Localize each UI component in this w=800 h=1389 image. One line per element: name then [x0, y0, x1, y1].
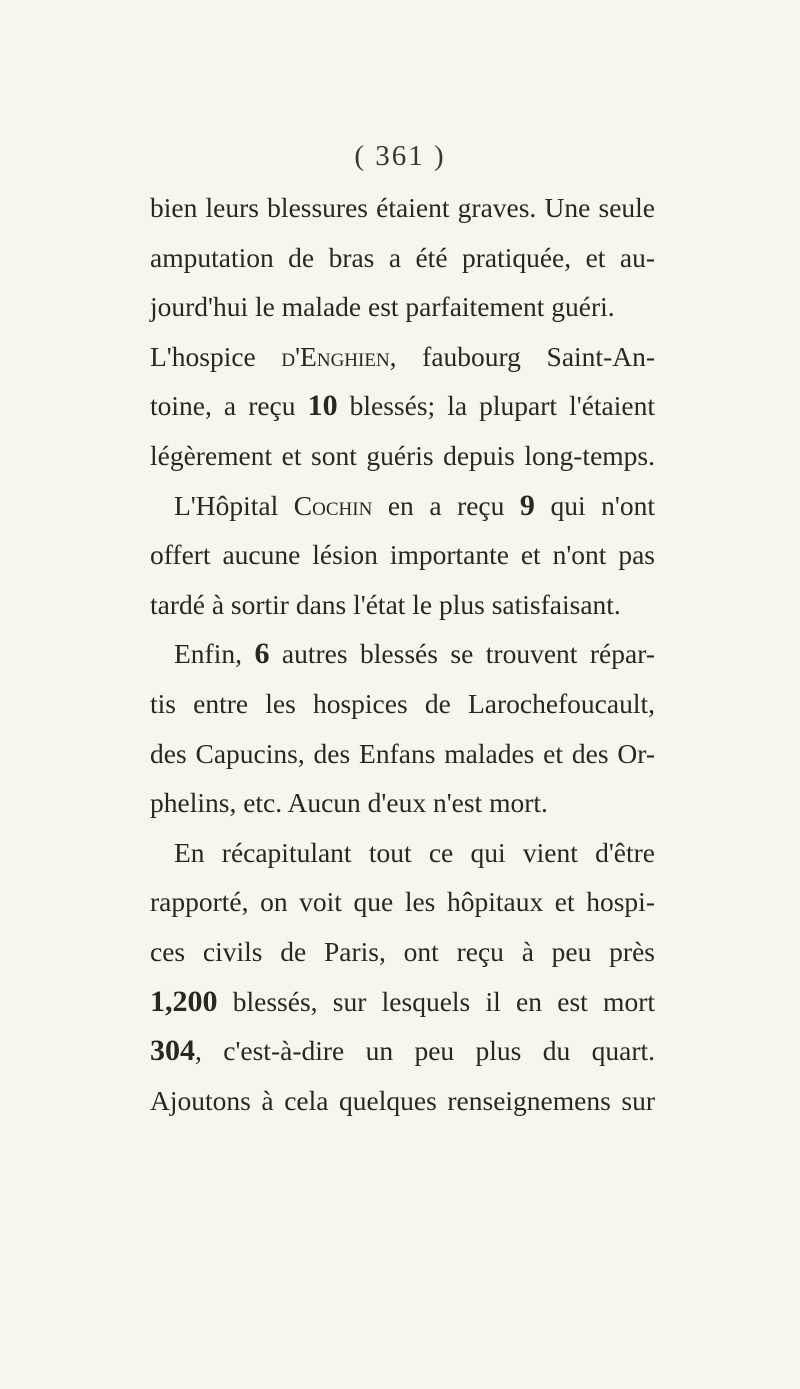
text-line-3 [150, 282, 655, 332]
text-line-19 [150, 1076, 655, 1126]
text-segment: Enfin, [174, 638, 255, 670]
text-segment: L'hospice [150, 340, 282, 372]
text-line-10 [150, 629, 655, 679]
count-number: 1,200 [150, 984, 218, 1018]
text-segment: autres blessés se trouvent répar- [269, 638, 655, 670]
text-segment: qui n'ont [534, 489, 655, 521]
text-segment: ces civils de Paris, ont reçu à peu près [150, 935, 655, 967]
text-segment: blessés; la plupart l'étaient [337, 390, 655, 422]
text-line-9 [150, 580, 655, 630]
text-line-13 [150, 778, 655, 828]
text-line-6 [150, 431, 655, 481]
text-segment: rapporté, on voit que les hôpitaux et hospi- [150, 886, 655, 918]
place-name-cochin: Cochin [293, 489, 373, 521]
text-line-18 [150, 1026, 655, 1076]
text-line-17 [150, 977, 655, 1027]
body-text [150, 183, 655, 1125]
count-number: 10 [307, 389, 338, 423]
text-segment: En récapitulant tout ce qui vient d'être [174, 836, 655, 868]
text-line-14 [150, 828, 655, 878]
text-line-11 [150, 679, 655, 729]
page-number: ( 361 ) [354, 140, 446, 172]
text-segment: jourd'hui le malade est parfaitement guéri. [150, 291, 615, 323]
text-segment: L'Hôpital [174, 489, 294, 521]
text-line-2 [150, 233, 655, 283]
text-segment: Ajoutons à cela quelques renseignemens sur [150, 1084, 655, 1116]
count-number: 304 [150, 1034, 195, 1068]
text-line-4 [150, 332, 655, 382]
text-segment: tardé à sortir dans l'état le plus satisfaisant. [150, 588, 621, 620]
text-segment: amputation de bras a été pratiquée, et au- [150, 241, 655, 273]
text-segment: en a reçu [372, 489, 520, 521]
text-segment: légèrement et sont guéris depuis long-temps. [150, 439, 655, 471]
text-segment: phelins, etc. Aucun d'eux n'est mort. [150, 787, 548, 819]
count-number: 9 [519, 488, 535, 522]
text-segment: , c'est-à-dire un peu plus du quart. [195, 1035, 655, 1067]
text-line-12 [150, 729, 655, 779]
text-line-5 [150, 381, 655, 431]
text-line-8 [150, 530, 655, 580]
text-segment: des Capucins, des Enfans malades et des Or- [150, 737, 655, 769]
text-segment: , faubourg Saint-An- [389, 340, 655, 372]
text-segment: offert aucune lésion importante et n'ont pas [150, 539, 655, 571]
text-segment: toine, a reçu [150, 390, 308, 422]
text-segment: blessés, sur lesquels il en est mort [217, 985, 655, 1017]
count-number: 6 [254, 637, 270, 671]
text-line-7 [150, 481, 655, 531]
text-segment: bien leurs blessures étaient graves. Une seule [150, 192, 655, 223]
text-segment: tis entre les hospices de Larochefoucault, [150, 687, 655, 719]
text-line-1 [150, 183, 655, 233]
place-name-enghien: d'Enghien [281, 340, 390, 372]
text-line-15 [150, 877, 655, 927]
text-line-16 [150, 927, 655, 977]
